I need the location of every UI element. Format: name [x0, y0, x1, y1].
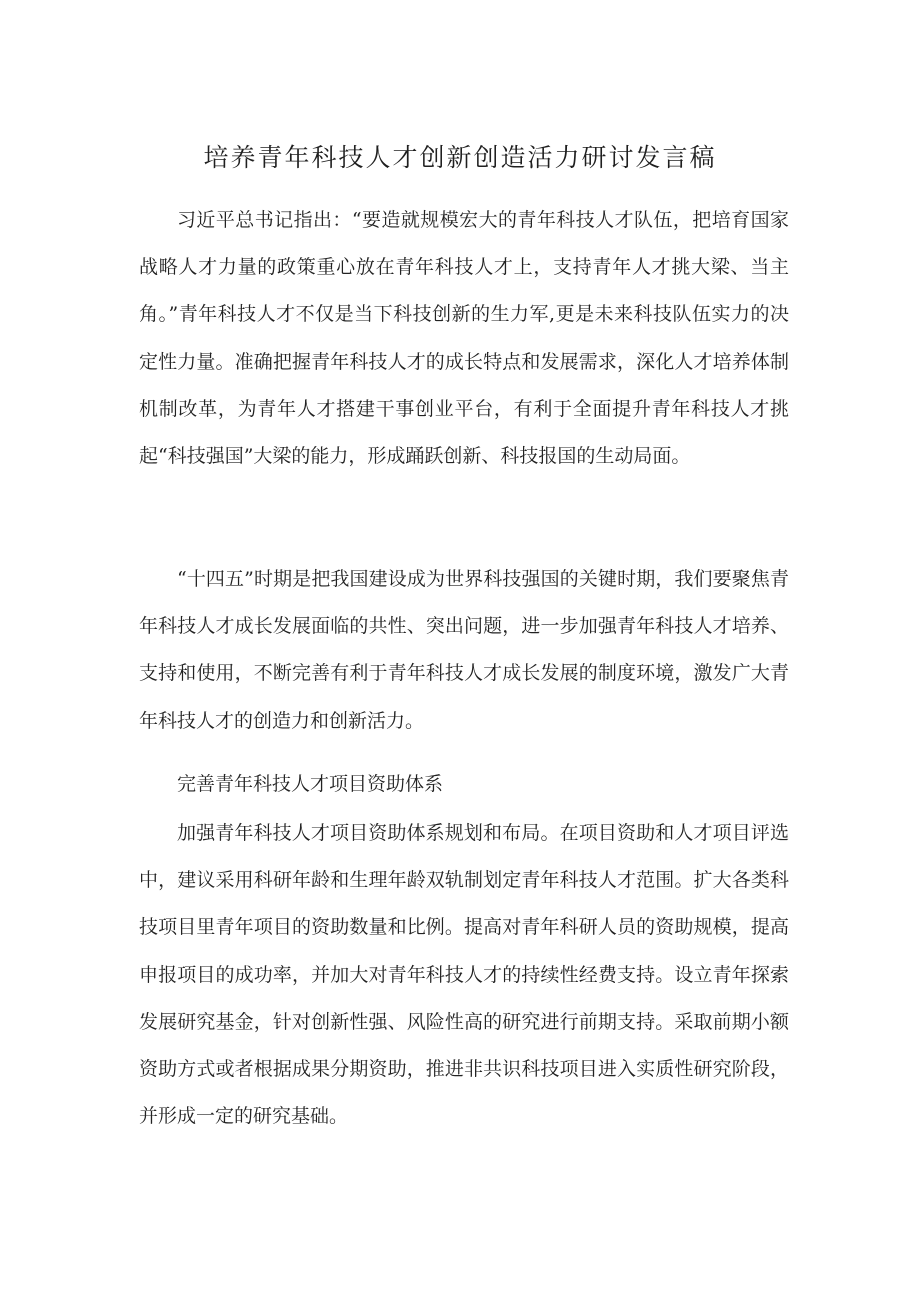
- paragraph-intro: 习近平总书记指出：“要造就规模宏大的青年科技人才队伍，把培育国家战略人才力量的政策重心放在青年科技人才上，支持青年人才挑大梁、当主角。”青年科技人才不仅是当下科技创新的生力军,更是未来科技队伍实力的决定性力量。准确把握青年科技人才的成长特点和发展需求，深化人才培养体制机制改革，为青年人才搭建干事创业平台，有利于全面提升青年科技人才挑起“科技强国”大梁的能力，形成踊跃创新、科技报国的生动局面。: [139, 209, 789, 468]
- paragraph-funding-system: 加强青年科技人才项目资助体系规划和布局。在项目资助和人才项目评选中，建议采用科研年龄和生理年龄双轨制划定青年科技人才范围。扩大各类科技项目里青年项目的资助数量和比例。提高对青年科研人员的资助规模，提高申报项目的成功率，并加大对青年科技人才的持续性经费支持。设立青年探索发展研究基金，针对创新性强、风险性高的研究进行前期支持。采取前期小额资助方式或者根据成果分期资助，推进非共识科技项目进入实质性研究阶段，并形成一定的研究基础。: [139, 822, 789, 1128]
- paragraph-14th-five-year: “十四五”时期是把我国建设成为世界科技强国的关键时期，我们要聚焦青年科技人才成长发展面临的共性、突出问题，进一步加强青年科技人才培养、支持和使用，不断完善有利于青年科技人才成长发展的制度环境，激发广大青年科技人才的创造力和创新活力。: [139, 568, 789, 732]
- section-heading: 完善青年科技人才项目资助体系: [177, 773, 444, 795]
- document-title: 培养青年科技人才创新创造活力研讨发言稿: [203, 143, 717, 172]
